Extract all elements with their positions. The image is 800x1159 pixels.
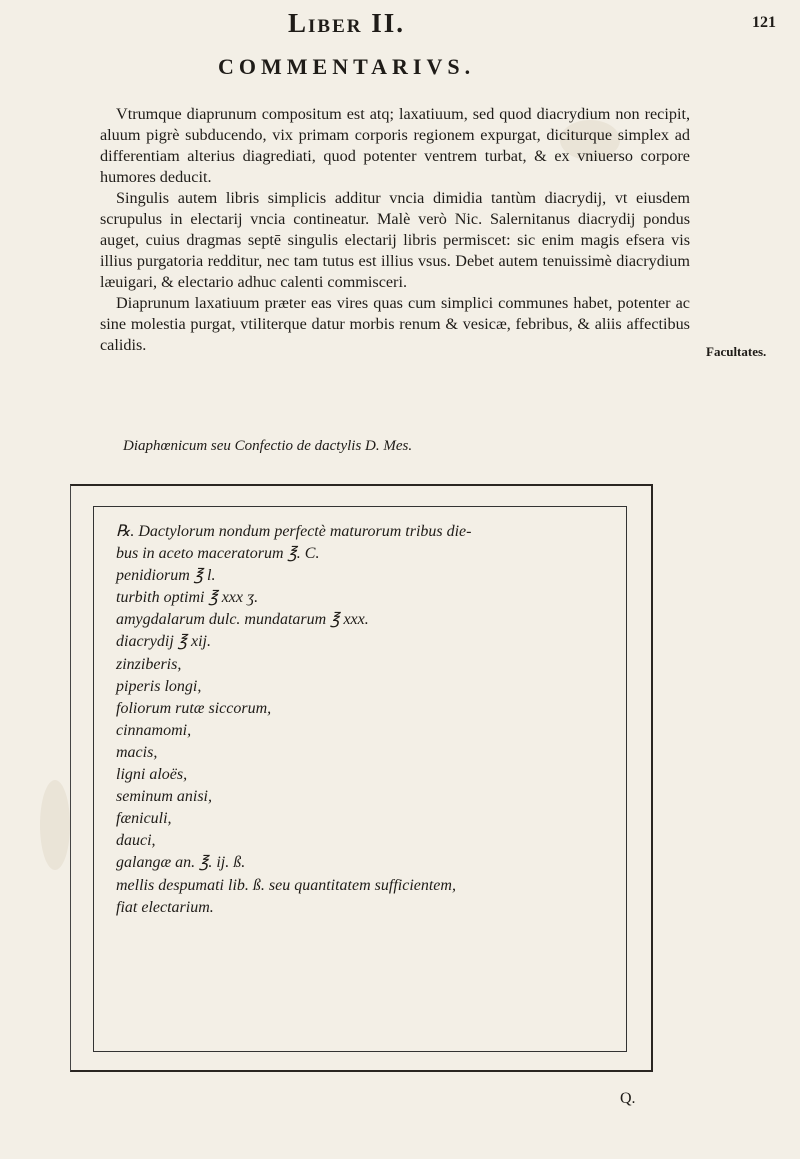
recipe-line: galangæ an. ℥. ij. ß. [116,854,246,872]
recipe-line: amygdalarum dulc. mundatarum ℥ xxx. [116,611,369,629]
recipe-line: fæniculi, [116,810,172,828]
paragraph: Diaprunum laxatiuum præter eas vires quas cum simplici communes habet, potenter ac sine molestia purgat, vtiliterque datur morbis renum & vesicæ, febribus, & aliis affectibus calidis. [100,294,690,354]
recipe-line: turbith optimi ℥ xxx ʒ. [116,589,259,607]
recipe-line: mellis despumati lib. ß. seu quantitatem sufficientem, [116,876,456,894]
recipe-line: ligni aloës, [116,766,188,784]
recipe-line: piperis longi, [116,677,202,695]
recipe-frame [70,484,653,1072]
recipe-line: cinnamomi, [116,721,192,739]
section-title: COMMENTARIVS. [218,54,476,79]
commentary-text [100,104,690,356]
catchword: Q. [620,1090,636,1107]
recipe-text [116,521,616,919]
paragraph: Singulis autem libris simplicis additur vncia dimidia tantùm diacrydij, vt eiusdem scrupulus in electarij vncia contineatur. Malè verò Nic. Salernitanus diacrydij pondus auget, cuius dragmas septē singulis electarij libris permiscet: sic enim magis efsera vis illius purgatoria redditur, nec tam tutus est illius vsus. Debet autem tenuissimè diacrydium læuigari, & electario adhuc calenti commisceri. [100,189,690,291]
margin-note: Facultates. [706,344,767,359]
recipe-line: zinziberis, [116,655,182,673]
recipe-line: macis, [116,743,158,761]
running-head: Liber II. [288,8,405,38]
paper-stain [40,780,70,870]
recipe-line: ℞. Dactylorum nondum perfectè maturorum tribus die- [116,523,472,540]
page-number: 121 [752,14,776,31]
recipe-line: penidiorum ℥ l. [116,567,216,585]
recipe-inner-frame [93,506,627,1052]
recipe-line: foliorum rutæ siccorum, [116,699,272,717]
recipe-line: bus in aceto maceratorum ℥. C. [116,545,320,563]
paragraph: Vtrumque diaprunum compositum est atq; laxatiuum, sed quod diacrydium non recipit, aluum pigrè subducendo, vix primam corporis regionem expurgat, diciturque simplex ad differentiam alterius diagrediati, quod potenter ventrem turbat, & ex vniuerso corpore humores deducit. [100,105,690,186]
recipe-line: fiat electarium. [116,898,214,916]
recipe-line: diacrydij ℥ xij. [116,633,211,651]
recipe-line: seminum anisi, [116,788,212,806]
recipe-caption: Diaphœnicum seu Confectio de dactylis D. Mes. [123,438,413,454]
recipe-line: dauci, [116,832,156,850]
